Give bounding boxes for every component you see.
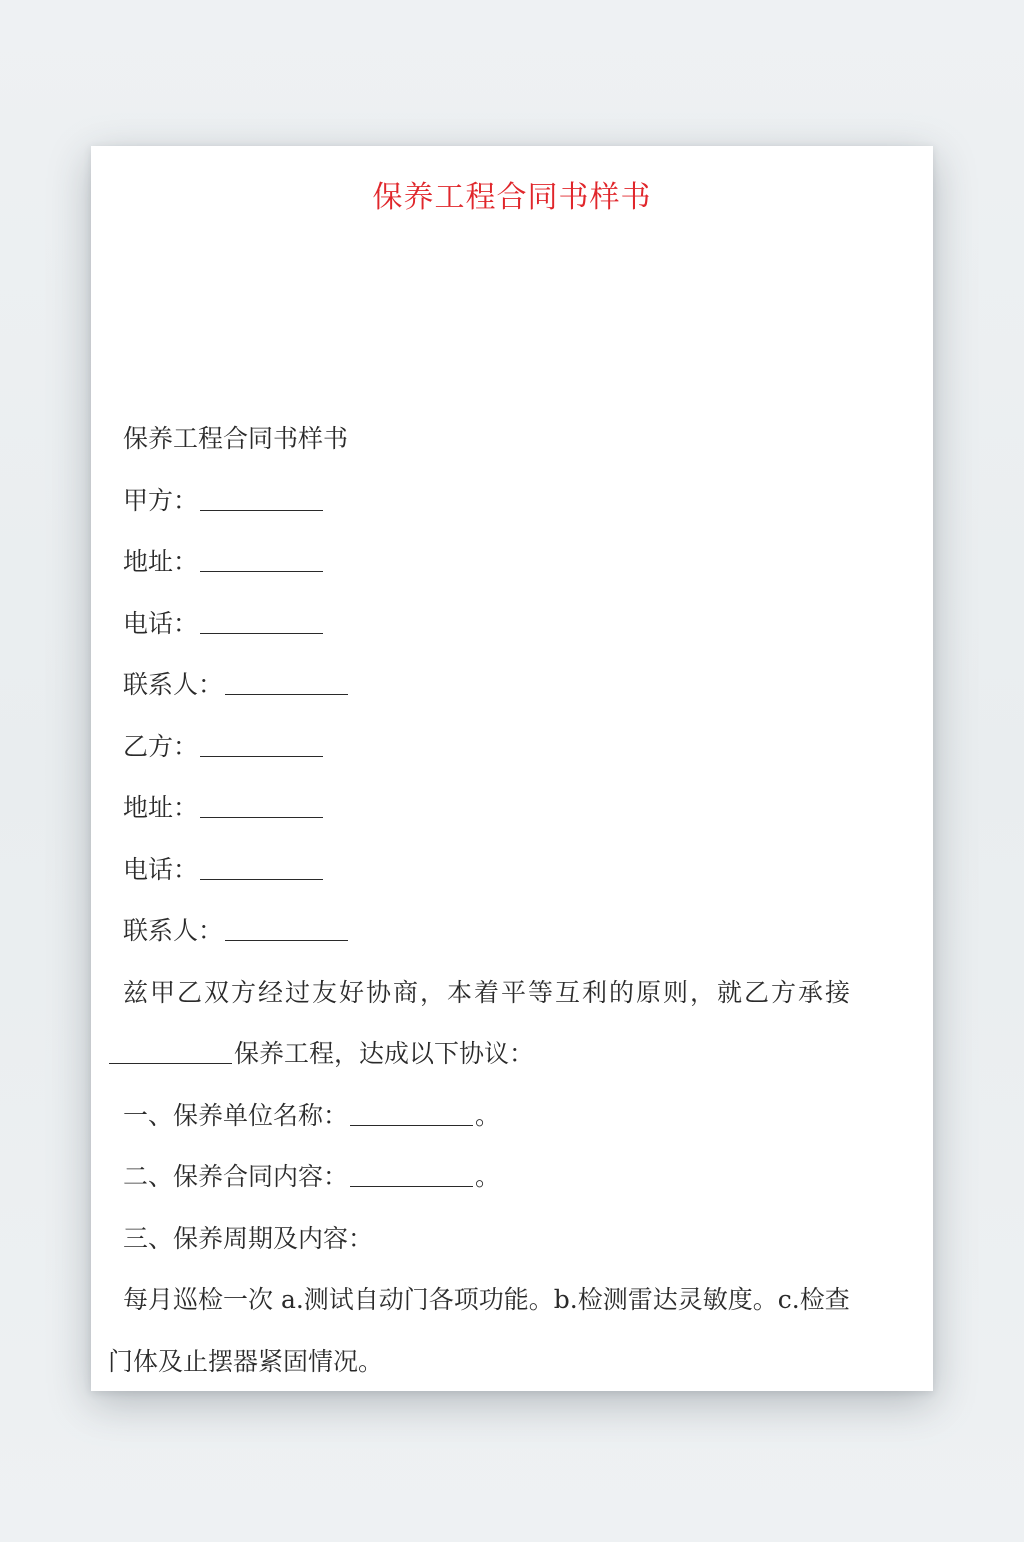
party-b-phone-label: 电话： (123, 855, 199, 884)
clause-3-detail-line1: 每月巡检一次 a.测试自动门各项功能。b.检测雷达灵敏度。c.检查 (123, 1285, 850, 1314)
party-b-contact-label: 联系人： (123, 916, 224, 945)
party-a-phone-label: 电话： (123, 609, 199, 638)
document-title: 保养工程合同书样书 (372, 180, 652, 215)
fill-blank (225, 694, 348, 695)
clause-2-label: 二、保养合同内容： (123, 1162, 349, 1191)
party-b-address-label: 地址： (123, 793, 199, 822)
party-a-name-label: 甲方： (123, 486, 199, 515)
clause-3-heading: 三、保养周期及内容： (123, 1224, 374, 1253)
fill-blank (109, 1063, 232, 1064)
party-b-phone-field (123, 855, 325, 885)
fill-blank (200, 879, 323, 880)
document-page (91, 146, 933, 1391)
fill-blank (200, 510, 323, 511)
party-a-address-field (123, 547, 325, 577)
party-b-address-field (123, 793, 325, 823)
fill-blank (225, 940, 348, 941)
document-subtitle: 保养工程合同书样书 (123, 424, 349, 453)
party-a-phone-field (123, 609, 325, 639)
party-b-name-field (123, 732, 325, 762)
fill-blank (200, 817, 323, 818)
party-b-contact-field (123, 916, 350, 946)
party-b-name-label: 乙方： (123, 732, 199, 761)
clause-1-end: 。 (475, 1101, 501, 1130)
fill-blank (200, 633, 323, 634)
clause-1 (123, 1101, 500, 1131)
clause-2 (123, 1162, 500, 1192)
party-a-contact-field (123, 670, 350, 700)
party-a-address-label: 地址： (123, 547, 199, 576)
clause-1-label: 一、保养单位名称： (123, 1101, 349, 1130)
intro-paragraph-line2 (107, 1039, 534, 1069)
clause-3-detail-line2: 门体及止摆器紧固情况。 (108, 1347, 384, 1376)
party-a-name-field (123, 486, 325, 516)
fill-blank (200, 571, 323, 572)
fill-blank (350, 1186, 473, 1187)
intro-line2-text: 保养工程，达成以下协议： (234, 1039, 535, 1068)
fill-blank (350, 1125, 473, 1126)
party-a-contact-label: 联系人： (123, 670, 224, 699)
clause-2-end: 。 (475, 1162, 501, 1191)
fill-blank (200, 756, 323, 757)
intro-paragraph-line1: 兹甲乙双方经过友好协商，本着平等互利的原则，就乙方承接 (123, 978, 853, 1007)
